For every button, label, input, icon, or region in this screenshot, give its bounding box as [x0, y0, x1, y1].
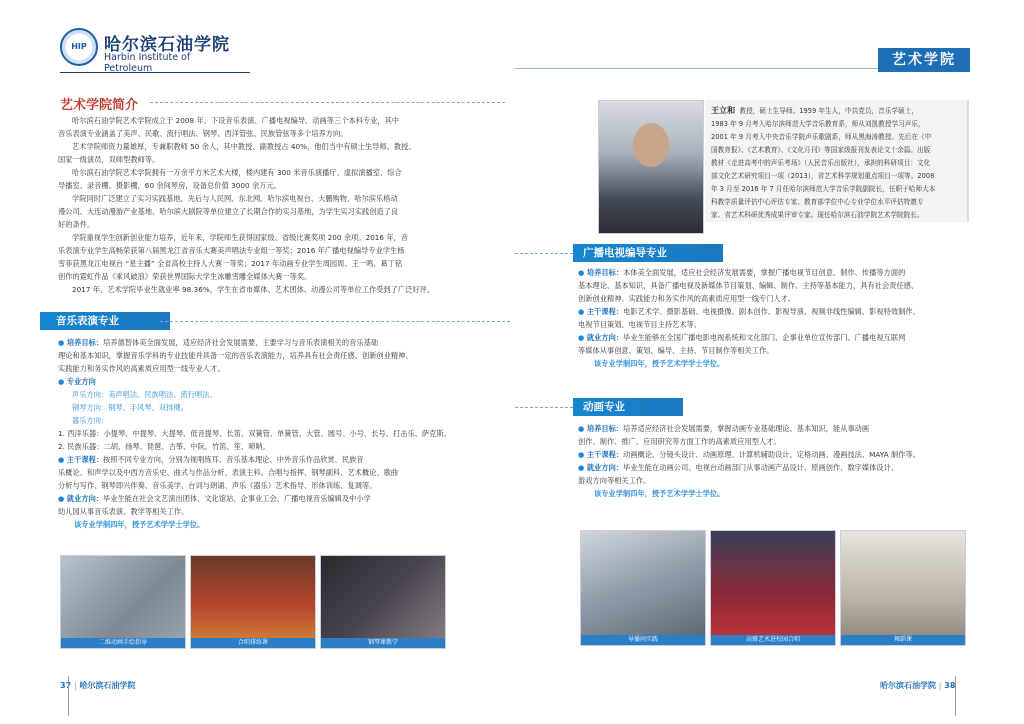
bullet-icon: ● [58, 338, 67, 347]
photo-caption: 钢琴课教学 [321, 638, 445, 648]
profile-line: 1983 年 9 月考入哈尔滨师范大学音乐教育系，师从刘凯教授学习声乐， [711, 120, 925, 128]
animation-job [578, 461, 978, 474]
broadcast-course-line: 电影艺术学、摄影基础、电视摄像、剧本创作、影视导演、视频非线性编辑、影视特效制作、 [623, 307, 920, 316]
animation-job-line: 毕业生能在动画公司、电视台动画部门从事动画产品设计、原画创作、数字媒体设计、 [623, 463, 899, 472]
animation-goal-label: 培养目标： [586, 424, 624, 433]
animation-job-line: 游戏方向等相关工作。 [578, 476, 651, 485]
music-job-line: 幼儿园从事音乐表演、教学等相关工作。 [58, 507, 189, 516]
music-piano: 钢琴方向：钢琴、手风琴、双排键。 [72, 403, 188, 412]
photo-choir-rehearsal [190, 555, 316, 649]
animation-body [578, 422, 978, 500]
music-degree: 该专业学制四年，授予艺术学学士学位。 [74, 520, 205, 529]
school-emblem [60, 28, 98, 66]
profile-line: 科教学质量评估中心评估专家、教育部学位中心专业学位水平评估特邀专 [711, 198, 924, 206]
intro-line: 哈尔滨石油学院艺术学院成立于 2008 年，下设音乐表演、广播电视编导、动画等三个本科专业，其中 [72, 116, 400, 125]
broadcast-band-label: 广播电视编导专业 [583, 247, 667, 259]
footer-divider: | [73, 681, 77, 690]
photo-campus-choir [710, 530, 836, 646]
intro-title-rule [150, 102, 505, 103]
music-direction [58, 375, 510, 388]
music-instrument: 器乐方向： [72, 416, 109, 425]
animation-course-label: 主干课程： [586, 450, 624, 459]
music-band [40, 312, 170, 330]
page-number-left: 37 [60, 681, 72, 690]
intro-line: 学院重视学生创新创业能力培养，近年来，学院师生获得国家级、省级比赛奖项 200 余项。2016 年，音 [72, 233, 409, 242]
music-goal-line: 培养德智体美全面发展，适应经济社会发展需要，主要学习与音乐表演相关的音乐基础 [103, 338, 379, 347]
music-job-label: 就业方向： [66, 494, 104, 503]
intro-line: 雪菲获黑龙江电视台 “星主播” 全省高校主持人大赛一等奖；2017 年动画专业学生周园周、王一鸣、葛丁铭 [58, 259, 403, 268]
intro-line: 2017 年，艺术学院毕业生就业率 98.36%，学生在省市媒体、艺术团体、动漫公司等单位工作受到了广泛好评。 [72, 285, 435, 294]
broadcast-degree: 该专业学制四年，授予艺术学学士学位。 [594, 359, 725, 368]
bullet-icon: ● [578, 333, 587, 342]
profile-line: 部文化艺术研究项目一项（2013），省艺术科学规划重点项目一项等。2008 [711, 172, 935, 180]
portrait-head [633, 123, 669, 167]
profile-line: 教材《走进高考中的声乐考场》（人民音乐出版社），承担的科研项目：文化 [711, 159, 931, 167]
intro-line: 乐表演专业学生高畅荣获第八届黑龙江省音乐大赛美声唱法专业组一等奖；2016 年广播电视编导专业学生杨 [58, 246, 405, 255]
animation-goal [578, 422, 978, 435]
broadcast-job [578, 331, 978, 344]
photo-caption: 导播间实践 [581, 635, 705, 645]
logo-cn: 哈尔滨石油学院 [104, 35, 230, 55]
footer-tick-right [955, 676, 956, 716]
profile-line-text: 教授，硕士生导师。1959 年生人，中共党员，音乐学硕士， [739, 107, 919, 115]
intro-line: 国家一级演员，双师型教师等。 [58, 155, 160, 164]
photo-animation-guidance [60, 555, 186, 649]
footer-tick-left [68, 676, 69, 716]
intro-line: 创作的霓虹作品《乘风破浪》荣获世界国际大学生冰雕雪雕全媒体大赛一等奖。 [58, 272, 312, 281]
photo-caption: 舞蹈课 [841, 635, 965, 645]
header-rule-right [515, 68, 880, 69]
photo-piano-teaching [320, 555, 446, 649]
music-goal-line: 理论和基本知识，掌握音乐学科的专业技能并具备一定的音乐表演能力，培养具有社会责任感、创新创业精神、 [58, 351, 413, 360]
intro-title: 艺术学院简介 [60, 98, 139, 113]
bullet-icon: ● [578, 307, 587, 316]
emblem-text: HIP [71, 42, 87, 51]
photo-caption: 高雅艺术进校园合唱 [711, 635, 835, 645]
photo-dance-class [840, 530, 966, 646]
profile-line [711, 104, 963, 118]
broadcast-band [573, 244, 723, 262]
bullet-icon: ● [58, 455, 67, 464]
music-goal [58, 336, 510, 349]
music-western: 1. 西洋乐器：小提琴、中提琴、大提琴、低音提琴、长笛、双簧管、单簧管、大管、圆号、小号、长号、打击乐、萨克斯。 [58, 429, 451, 438]
intro-body [58, 114, 508, 296]
broadcast-job-line: 等媒体从事创意、策划、编导、主持、节目制作等相关工作。 [578, 346, 774, 355]
music-course-line: 按照不同专业方向，分别为视唱练耳、音乐基本理论、中外音乐作品欣赏、民族音 [103, 455, 364, 464]
bullet-icon: ● [58, 494, 67, 503]
intro-line: 好的条件。 [58, 220, 95, 229]
broadcast-course-label: 主干课程： [586, 307, 624, 316]
bullet-icon: ● [578, 450, 587, 459]
photo-caption: 合唱排练课 [191, 638, 315, 648]
footer-school-left: 哈尔滨石油学院 [79, 681, 136, 690]
profile-name: 王立和 [711, 106, 736, 115]
profile-line: 2001 年 9 月考入中央音乐学院声乐歌剧系，师从黑海涛教授。先后在《中 [711, 133, 932, 141]
photo-control-room [580, 530, 706, 646]
music-course-line: 乐概论、和声学以及中西方音乐史、曲式与作品分析、表演主科、合唱与指挥、钢琴副科、艺术概论、歌曲 [58, 468, 399, 477]
music-goal-label: 培养目标： [66, 338, 104, 347]
logo-en: Harbin Institute of Petroleum [104, 52, 191, 74]
broadcast-goal-line: 本体美全面发展，适应社会经济发展需要，掌握广播电视节目创意、制作、传播等方面的 [623, 268, 906, 277]
intro-line: 音乐表演专业涵盖了美声、民歌、流行唱法、钢琴、西洋管弦、民族管弦等多个培养方向。 [58, 129, 348, 138]
animation-goal-line: 培养适应经济社会发展需要，掌握动画专业基础理论、基本知识，能从事动画 [623, 424, 870, 433]
music-course-line: 分析与写作、钢琴即兴伴奏、音乐美学、台词与朗诵、声乐（器乐）艺术指导、形体训练、复调等。 [58, 481, 377, 490]
bullet-icon: ● [578, 463, 587, 472]
profile-line: 年 3 月至 2016 年 7 月任哈尔滨师范大学音乐学院副院长，任职于哈师大本 [711, 185, 936, 193]
animation-course-line: 动画概论、分镜头设计、动画原理、计算机辅助设计、定格动画、漫画技法、MAYA 制作等。 [623, 450, 920, 459]
broadcast-goal-label: 培养目标： [586, 268, 624, 277]
broadcast-goal-line: 创新创业精神、实践能力和务实作风的高素质应用型一线专门人才。 [578, 294, 796, 303]
footer-right [880, 680, 955, 691]
music-direction-label: 专业方向 [66, 377, 96, 386]
animation-degree: 该专业学制四年，授予艺术学学士学位。 [594, 489, 725, 498]
broadcast-body [578, 266, 978, 370]
broadcast-job-line: 毕业生能够在全国广播电影电视系统和文化部门、企事业单位宣传部门、广播电视互联网 [623, 333, 906, 342]
broadcast-job-label: 就业方向： [586, 333, 624, 342]
music-band-label: 音乐表演专业 [56, 315, 119, 327]
header-rule-left [60, 72, 250, 73]
page-number-right: 38 [944, 681, 956, 690]
section-tab [878, 48, 970, 72]
music-course [58, 453, 510, 466]
section-tab-label: 艺术学院 [892, 52, 956, 68]
music-course-label: 主干课程： [66, 455, 104, 464]
photo-caption: 二维动画手绘指导 [61, 638, 185, 648]
broadcast-goal-line: 基本理论、基本知识，具备广播电视及新媒体节目策划、编辑、制作、主持等基本能力，具有社会责任感、 [578, 281, 919, 290]
animation-course [578, 448, 978, 461]
animation-band [573, 398, 683, 416]
intro-line: 导播室、录音棚、摄影棚，60 余间琴房，设备总价值 3000 余万元。 [58, 181, 281, 190]
intro-line: 漫公司、大连动漫游产业基地、哈尔滨大剧院等单位建立了长期合作的实习基地，为学生实习实践创造了良 [58, 207, 399, 216]
animation-job-label: 就业方向： [586, 463, 624, 472]
profile-text [711, 104, 963, 222]
bullet-icon: ● [578, 424, 587, 433]
intro-line: 哈尔滨石油学院艺术学院拥有一万余平方米艺术大楼，楼内建有 300 米音乐演播厅、虚拟演播室、综合 [72, 168, 402, 177]
music-job [58, 492, 510, 505]
footer-divider: | [938, 681, 942, 690]
broadcast-course-line: 电视节目策划、电视节目主持艺术等。 [578, 320, 702, 329]
broadcast-band-rule [515, 253, 573, 254]
music-band-rule [160, 321, 510, 322]
music-goal-line: 实践能力和务实作风的高素质应用型一线专业人才。 [58, 364, 225, 373]
intro-line: 学院同时广泛建立了实习实践基地，先后与人民网、东北网、哈尔滨电视台、大鹏购物、哈尔滨乐格动 [72, 194, 398, 203]
music-chinese: 2. 民族乐器：二胡、扬琴、琵琶、古筝、中阮、竹笛、笙、唢呐。 [58, 442, 270, 451]
bullet-icon: ● [58, 377, 67, 386]
music-job-line: 毕业生能在社会文艺演出团体、文化馆站、企事业工会、广播电视音乐编辑及中小学 [103, 494, 371, 503]
logo [60, 28, 240, 74]
bullet-icon: ● [578, 268, 587, 277]
footer-school-right: 哈尔滨石油学院 [880, 681, 936, 690]
intro-line: 艺术学院师资力量雄厚，专兼职教师 50 余人，其中教授、副教授占 40%，他们当中有硕士生导师、教授、 [72, 142, 416, 151]
broadcast-goal [578, 266, 978, 279]
animation-band-label: 动画专业 [583, 401, 625, 413]
animation-band-rule [515, 407, 573, 408]
footer-left [60, 680, 135, 691]
profile-line: 家、省艺术科研优秀成果评审专家。现任哈尔滨石油学院艺术学院院长。 [711, 211, 924, 219]
music-vocal: 声乐方向：美声唱法、民族唱法、流行唱法。 [72, 390, 217, 399]
profile-line: 国教育报》、《艺术教育》、《文化月刊》等国家级报刊发表论文十余篇。出版 [711, 146, 931, 154]
profile-box [705, 100, 969, 222]
broadcast-course [578, 305, 978, 318]
animation-goal-line: 创作、制作、推广、应用研究等方面工作的高素质应用型人才。 [578, 437, 781, 446]
dean-portrait [598, 100, 704, 234]
music-body [58, 336, 510, 531]
